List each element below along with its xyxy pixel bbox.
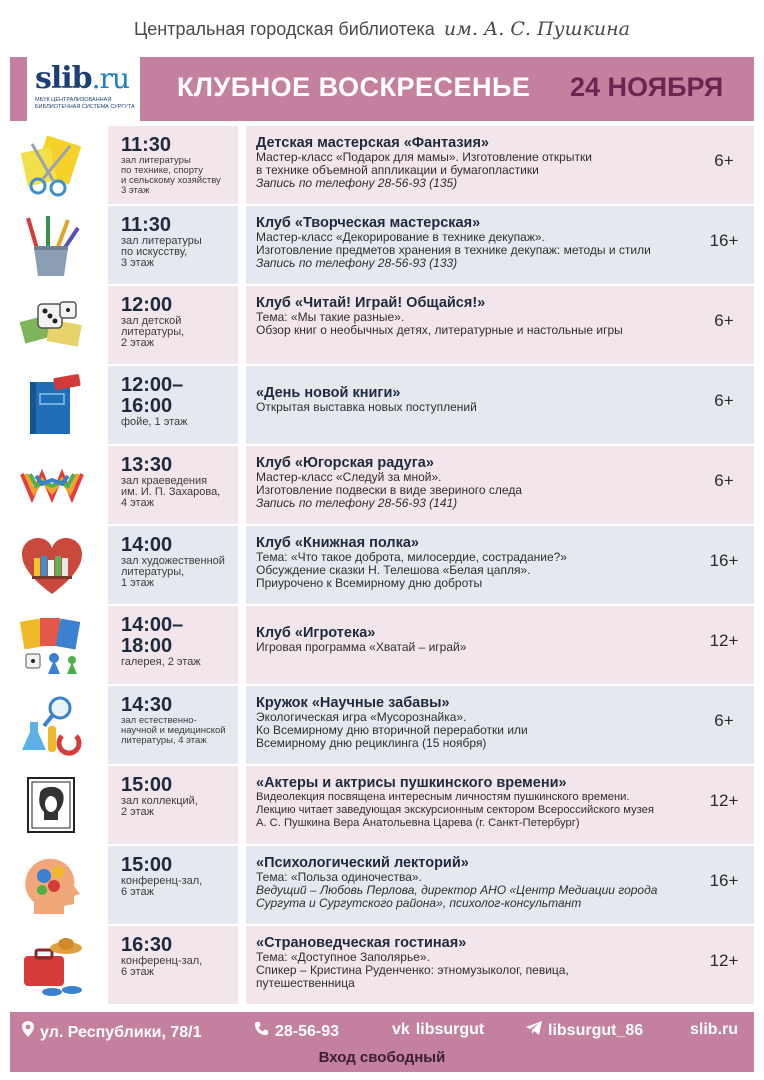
event-title: Клуб «Творческая мастерская» — [256, 215, 481, 231]
address[interactable] — [22, 1021, 202, 1042]
logo-mark: slib — [35, 61, 92, 96]
suitcase-hat-icon — [18, 932, 86, 998]
event-description: Мастер-класс «Следуй за мной». Изготовление подвески в виде звериного следа — [256, 470, 523, 497]
vk-icon: vk — [392, 1021, 410, 1038]
event-description: Мастер-класс «Подарок для мамы». Изготовление открытки в технике объемной аппликации и бумагопластики — [256, 150, 592, 177]
telegram-text: libsurgut_86 — [548, 1022, 644, 1039]
pushkin-portrait-icon — [18, 772, 86, 838]
footer — [10, 1012, 754, 1072]
event-title: Детская мастерская «Фантазия» — [256, 135, 489, 151]
age-rating: 16+ — [709, 871, 739, 890]
event-row — [10, 126, 754, 204]
event-row — [10, 446, 754, 524]
age-rating: 6+ — [714, 391, 734, 410]
library-header — [0, 18, 764, 40]
event-note: Запись по телефону 28-56-93 (141) — [256, 496, 458, 510]
event-row — [10, 686, 754, 764]
event-title: Клуб «Игротека» — [256, 625, 376, 641]
event-time: 11:30 — [121, 134, 172, 156]
event-title: Клуб «Читай! Играй! Общайся!» — [256, 295, 486, 311]
logo-subtitle: МБУК ЦЕНТРАЛИЗОВАННАЯ БИБЛИОТЕЧНАЯ СИСТЕМА СУРГУТА — [35, 97, 135, 110]
event-description: Тема: «Мы такие разные». Обзор книг о необычных детях, литературные и настольные игры — [256, 310, 623, 337]
dice-cards-icon — [18, 292, 86, 358]
event-row — [10, 606, 754, 684]
event-title: «Психологический лекторий» — [256, 855, 469, 871]
age-rating: 6+ — [714, 151, 734, 170]
board-game-icon — [18, 612, 86, 678]
vk-link[interactable] — [392, 1021, 484, 1039]
event-description: Тема: «Польза одиночества». — [256, 870, 422, 884]
event-description: Игровая программа «Хватай – играй» — [256, 640, 467, 654]
event-row — [10, 926, 754, 1004]
event-note: Ведущий – Любовь Перлова, директор АНО «Центр Медиации города Сургута и Сургутского района», психолог-консультант — [256, 883, 658, 910]
event-row — [10, 366, 754, 444]
event-room: зал художественной литературы, 1 этаж — [121, 555, 225, 589]
heart-books-icon — [18, 532, 86, 598]
event-title: «Страноведческая гостиная» — [256, 935, 467, 951]
event-time: 14:30 — [121, 694, 173, 716]
event-room: зал краеведения им. И. П. Захарова, 4 этаж — [121, 475, 221, 509]
location-pin-icon — [22, 1021, 34, 1037]
rainbow-pattern-icon — [18, 452, 86, 518]
event-title: Клуб «Книжная полка» — [256, 535, 419, 551]
event-time: 15:00 — [121, 854, 173, 876]
age-rating: 16+ — [709, 231, 739, 250]
age-rating: 12+ — [709, 631, 739, 650]
library-name: Центральная городская библиотека — [133, 19, 435, 39]
event-description: Экологическая игра «Мусорознайка». Ко Всемирному дню вторичной переработки или Всемирному дню рециклинга (15 ноября) — [256, 710, 528, 750]
event-note: Запись по телефону 28-56-93 (133) — [256, 256, 458, 270]
event-room: конференц-зал, 6 этаж — [121, 955, 203, 978]
event-description: Тема: «Что такое доброта, милосердие, сострадание?» Обсуждение сказки Н. Телешова «Белая цапля». Приурочено к Всемирному дню доброты — [256, 550, 567, 590]
event-time: 12:00 — [121, 294, 173, 316]
event-title: «Актеры и актрисы пушкинского времени» — [256, 775, 567, 791]
event-row — [10, 846, 754, 924]
event-description: Открытая выставка новых поступлений — [256, 400, 477, 414]
age-rating: 12+ — [709, 951, 739, 970]
event-room: зал естественно- научной и медицинской литературы, 4 этаж — [121, 715, 226, 746]
pencil-cup-icon — [18, 212, 86, 278]
event-time: 15:00 — [121, 774, 173, 796]
banner-title: КЛУБНОЕ ВОСКРЕСЕНЬЕ — [177, 72, 531, 102]
science-flask-icon — [18, 692, 86, 758]
event-time: 16:30 — [121, 934, 173, 956]
event-title: Клуб «Югорская радуга» — [256, 455, 434, 471]
event-room: зал детской литературы, 2 этаж — [121, 315, 185, 349]
event-room: галерея, 2 этаж — [121, 656, 201, 668]
event-title: Кружок «Научные забавы» — [256, 695, 450, 711]
age-rating: 6+ — [714, 471, 734, 490]
age-rating: 16+ — [709, 551, 739, 570]
vk-text: libsurgut — [415, 1021, 485, 1038]
event-time: 11:30 — [121, 214, 172, 236]
phone[interactable] — [254, 1021, 339, 1041]
site-link[interactable]: slib.ru — [690, 1021, 739, 1038]
telegram-icon — [526, 1021, 542, 1035]
library-name-script: им. А. С. Пушкина — [443, 18, 630, 40]
event-time: 12:00– 16:00 — [121, 374, 184, 417]
phone-icon — [254, 1021, 269, 1036]
event-note: Запись по телефону 28-56-93 (135) — [256, 176, 458, 190]
event-room: зал литературы по искусству, 3 этаж — [121, 235, 202, 269]
event-room: конференц-зал, 6 этаж — [121, 875, 203, 898]
head-gears-icon — [18, 852, 86, 918]
event-time: 14:00– 18:00 — [121, 614, 184, 657]
event-room: фойе, 1 этаж — [121, 416, 188, 428]
event-row — [10, 766, 754, 844]
phone-text: 28-56-93 — [275, 1023, 340, 1040]
event-description: Мастер-класс «Декорирование в технике декупаж». Изготовление предметов хранения в технике декупаж: методы и стили — [256, 230, 651, 257]
slib-logo[interactable] — [27, 57, 140, 121]
age-rating: 12+ — [709, 791, 739, 810]
address-text: ул. Республики, 78/1 — [40, 1024, 202, 1041]
free-entry: Вход свободный — [318, 1049, 446, 1066]
event-time: 13:30 — [121, 454, 173, 476]
event-row — [10, 206, 754, 284]
new-book-icon — [18, 372, 86, 438]
scissors-paper-icon — [18, 132, 86, 198]
event-room: зал коллекций, 2 этаж — [121, 795, 198, 818]
event-row — [10, 286, 754, 364]
banner-date: 24 НОЯБРЯ — [570, 72, 724, 102]
event-description: Тема: «Доступное Заполярье». Спикер – Кристина Руденченко: этномузыколог, певица, путешественница — [256, 950, 569, 990]
event-title: «День новой книги» — [256, 385, 401, 401]
event-row — [10, 526, 754, 604]
telegram-link[interactable] — [526, 1021, 643, 1040]
age-rating: 6+ — [714, 311, 734, 330]
event-room: зал литературы по технике, спорту и сельскому хозяйству 3 этаж — [121, 155, 221, 196]
age-rating: 6+ — [714, 711, 734, 730]
logo-mark-suffix: .ru — [91, 62, 129, 95]
event-description: Видеолекция посвящена интересным личностям пушкинского времени. Лекцию читает заведующая экскурсионным сектором Всероссийского музея А. С. Пушкина Вера Анатольевна Царева (г. Санкт-Петербург) — [256, 791, 654, 829]
event-time: 14:00 — [121, 534, 173, 556]
